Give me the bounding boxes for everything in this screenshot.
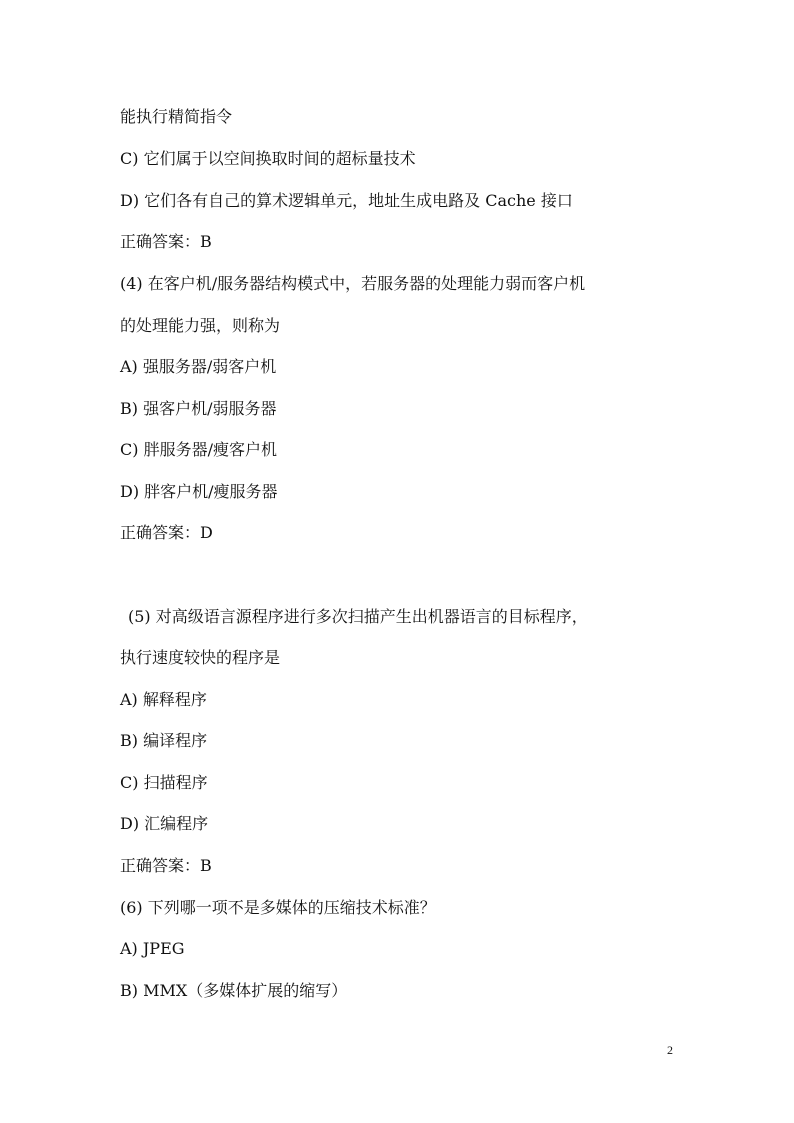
option-c: C) 胖服务器/瘦客户机 [120,440,277,459]
option-c: C) 它们属于以空间换取时间的超标量技术 [120,149,416,168]
question-5-continued: 执行速度较快的程序是 [120,648,281,667]
answer-line: 正确答案：B [120,232,212,251]
option-d: D) 胖客户机/瘦服务器 [120,482,278,501]
question-6: (6) 下列哪一项不是多媒体的压缩技术标准？ [120,898,436,917]
answer-line: 正确答案：B [120,856,212,875]
option-c: C) 扫描程序 [120,773,208,792]
page-number: 2 [667,1043,673,1057]
question-4-continued: 的处理能力强，则称为 [120,316,281,335]
option-a: A) JPEG [120,939,185,958]
option-a: A) 强服务器/弱客户机 [120,357,277,376]
question-5: (5) 对高级语言源程序进行多次扫描产生出机器语言的目标程序， [128,607,588,626]
option-b: B) 强客户机/弱服务器 [120,399,277,418]
question-4: (4) 在客户机/服务器结构模式中，若服务器的处理能力弱而客户机 [120,274,586,293]
option-d: D) 汇编程序 [120,814,209,833]
option-a: A) 解释程序 [120,690,207,709]
option-b: B) MMX（多媒体扩展的缩写） [120,981,348,1000]
option-b: B) 编译程序 [120,731,208,750]
text-line: 能执行精简指令 [120,107,233,126]
option-d: D) 它们各有自己的算术逻辑单元，地址生成电路及 Cache 接口 [120,191,573,210]
answer-line: 正确答案：D [120,523,213,542]
